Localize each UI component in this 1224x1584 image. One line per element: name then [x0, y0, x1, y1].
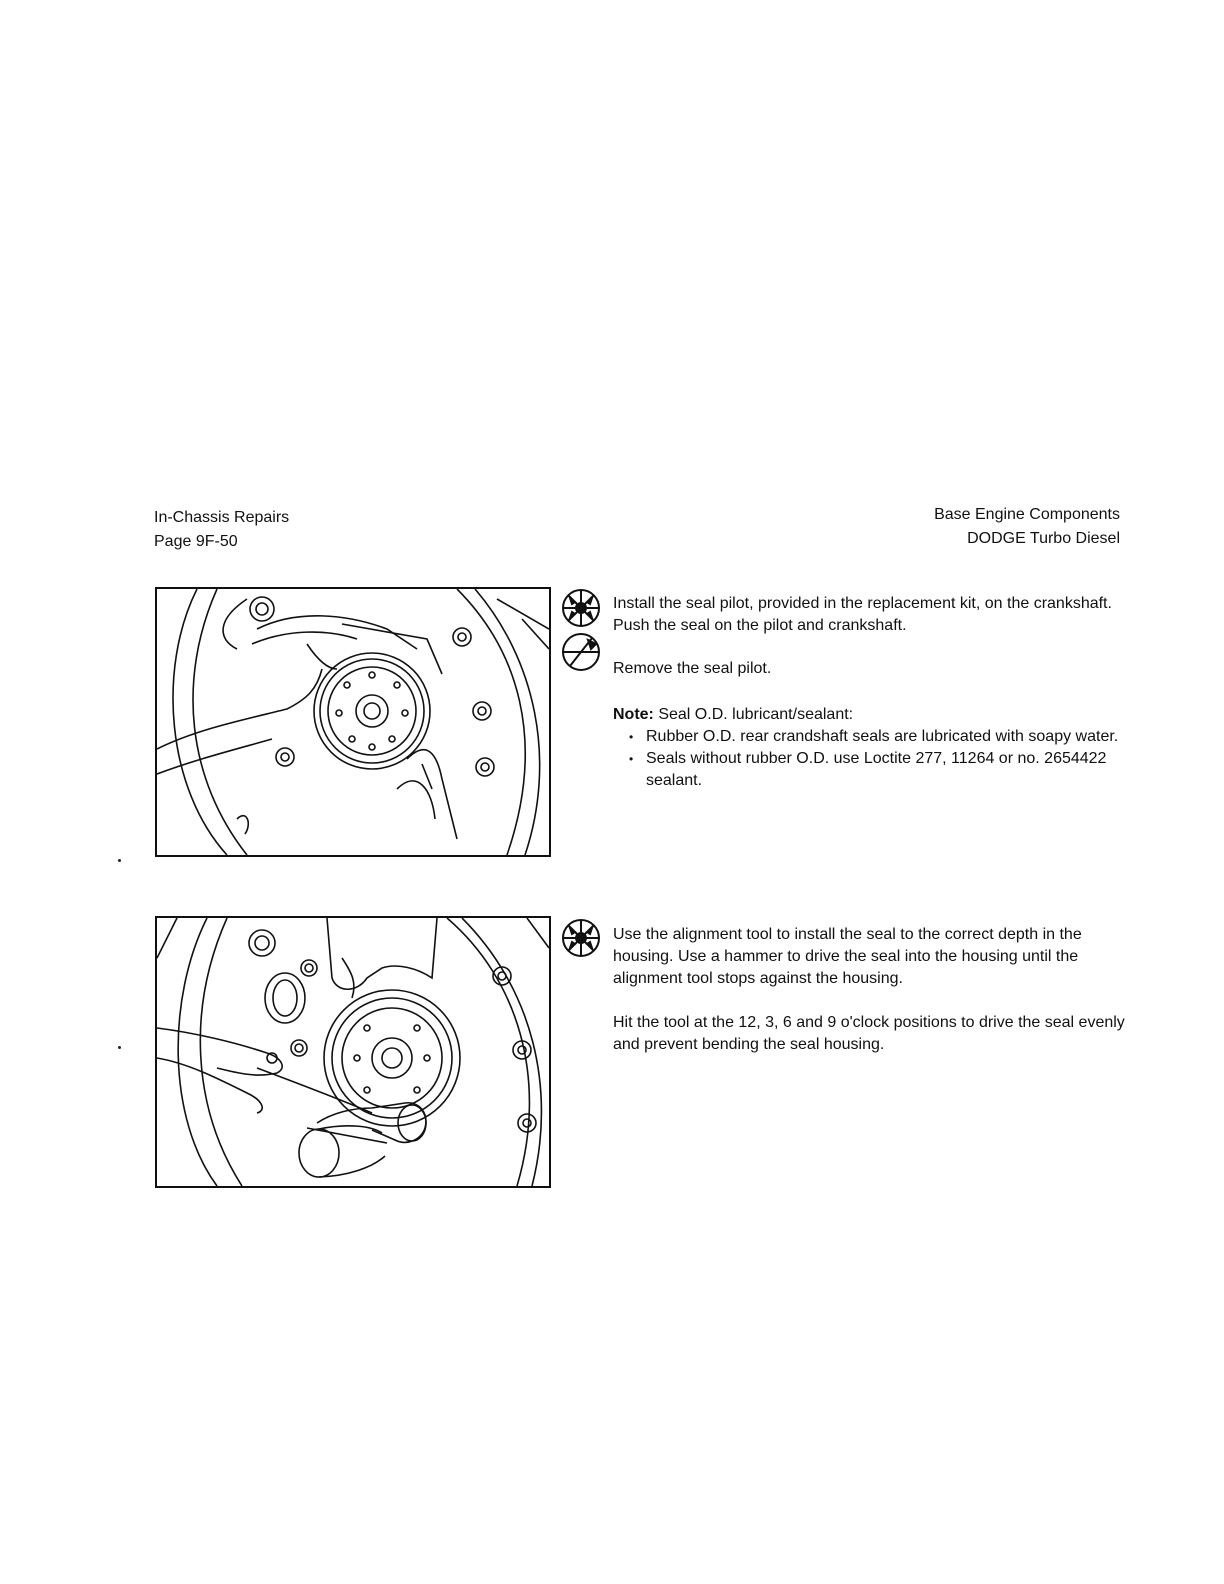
step-remove-seal-pilot [613, 658, 1128, 680]
note-block [613, 704, 1128, 792]
header-right [934, 503, 1120, 551]
header-left [154, 506, 289, 554]
figure-hammer-seal-drive [155, 916, 551, 1188]
note-heading [613, 704, 1128, 726]
engine-wheel-icon [558, 586, 604, 630]
bullet-item: • Rubber O.D. rear crandshaft seals are lubricated with soapy water. [613, 726, 1128, 748]
bullet-item: • Seals without rubber O.D. use Loctite 277, 11264 or no. 2654422 sealant. [613, 748, 1128, 792]
instruction-text: Install the seal pilot, provided in the replacement kit, on the crankshaft. Push the seal on the pilot and crankshaft. [613, 595, 1112, 634]
figure-seal-pilot-install [155, 587, 551, 857]
instruction-text: Hit the tool at the 12, 3, 6 and 9 o'clock positions to drive the seal evenly and prevent bending the seal housing. [613, 1014, 1125, 1053]
vehicle-title: DODGE Turbo Diesel [967, 530, 1120, 547]
note-label: Note: [613, 706, 654, 723]
seal-pilot-icon [558, 630, 604, 674]
note-bullets [613, 726, 1128, 792]
step-drive-seal [613, 924, 1128, 990]
section-title: In-Chassis Repairs [154, 509, 290, 526]
page-number: Page 9F-50 [154, 533, 238, 550]
instruction-text: Remove the seal pilot. [613, 660, 772, 677]
scan-mark [118, 1046, 121, 1049]
scan-mark [118, 859, 121, 862]
chapter-title: Base Engine Components [934, 506, 1120, 523]
step-install-seal-pilot [613, 593, 1128, 637]
step-hit-positions [613, 1012, 1128, 1056]
engine-wheel-icon [558, 916, 604, 960]
instruction-text: Use the alignment tool to install the seal to the correct depth in the housing. Use a hammer to drive the seal into the housing until the alignment tool stops against the housing. [613, 926, 1082, 987]
note-text: Seal O.D. lubricant/sealant: [653, 706, 854, 723]
